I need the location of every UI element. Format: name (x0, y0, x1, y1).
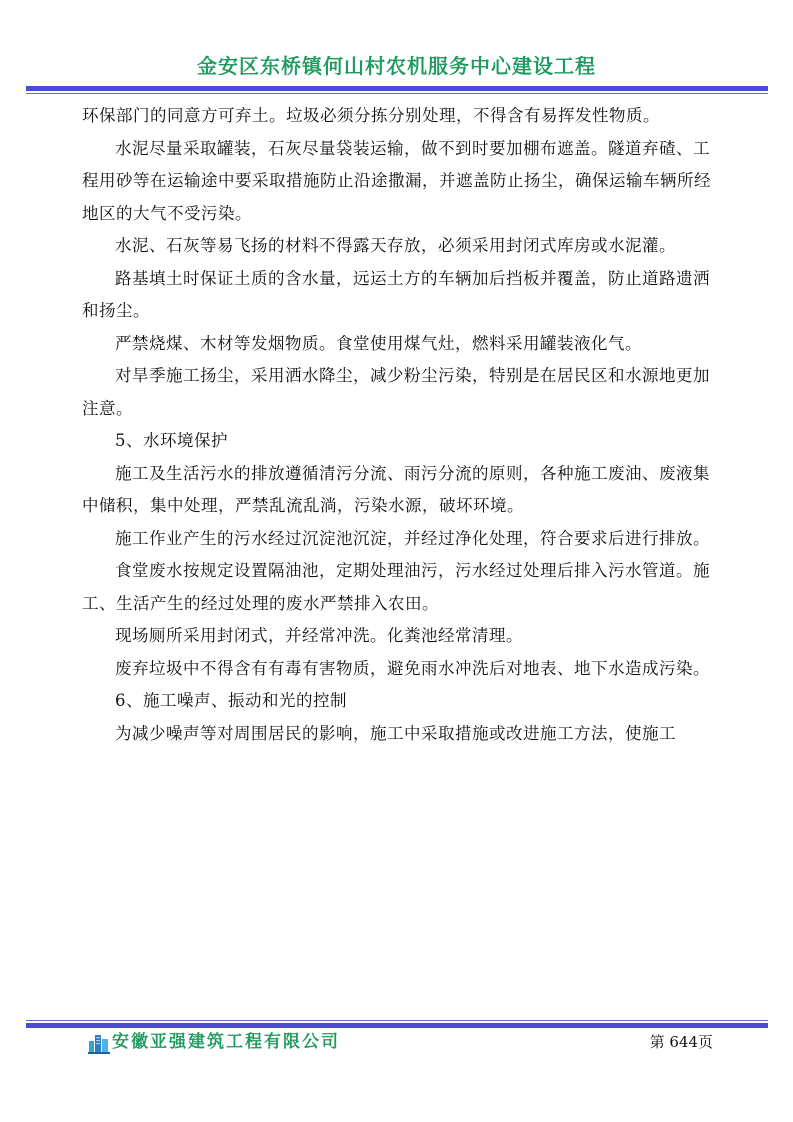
footer-rule-thin (26, 1020, 768, 1021)
paragraph: 为减少噪声等对周围居民的影响，施工中采取措施或改进施工方法，使施工 (115, 723, 676, 743)
paragraph: 现场厕所采用封闭式，并经常冲洗。化粪池经常清理。 (115, 626, 523, 645)
footer-company-name: 安徽亚强建筑工程有限公司 (112, 1032, 340, 1052)
paragraph: 食堂废水按规定设置隔油池，定期处理油污，污水经过处理后排入污水管道。施工、生活产生的经过处理的废水严禁排入农田。 (82, 561, 710, 613)
paragraph: 路基填土时保证土质的含水量，远运土方的车辆加后挡板并覆盖，防止道路遗洒和扬尘。 (82, 268, 710, 320)
paragraph: 水泥尽量采取罐装，石灰尽量袋装运输，做不到时要加棚布遮盖。隧道弃碴、工程用砂等在运输途中要采取措施防止沿途撒漏，并遮盖防止扬尘，确保运输车辆所经地区的大气不受污染。 (82, 138, 711, 223)
paragraph: 环保部门的同意方可弃土。垃圾必须分拣分别处理，不得含有易挥发性物质。 (82, 106, 660, 125)
building-logo-icon (88, 1032, 110, 1054)
section-heading: 5、水环境保护 (115, 431, 228, 450)
section-heading: 6、施工噪声、振动和光的控制 (115, 691, 347, 710)
paragraph: 对旱季施工扬尘，采用洒水降尘，减少粉尘污染，特别是在居民区和水源地更加注意。 (82, 366, 710, 418)
paragraph: 水泥、石灰等易飞扬的材料不得露天存放，必须采用封闭式库房或水泥灌。 (115, 236, 676, 255)
paragraph: 施工作业产生的污水经过沉淀池沉淀，并经过净化处理，符合要求后进行排放。 (115, 528, 710, 548)
header-rule-thick (26, 86, 768, 91)
paragraph: 废弃垃圾中不得含有有毒有害物质，避免雨水冲洗后对地表、地下水造成污染。 (115, 658, 710, 678)
page-header-title: 金安区东桥镇何山村农机服务中心建设工程 (197, 54, 596, 78)
footer-rule-thick (26, 1023, 768, 1028)
header-rule-thin (26, 93, 768, 94)
paragraph: 严禁烧煤、木材等发烟物质。食堂使用煤气灶，燃料采用罐装液化气。 (115, 333, 642, 353)
paragraph: 施工及生活污水的排放遵循清污分流、雨污分流的原则，各种施工废油、废液集中储积，集中处理，严禁乱流乱淌，污染水源，破坏环境。 (82, 463, 710, 515)
page-number: 第 644页 (649, 1033, 713, 1051)
document-body (82, 100, 718, 750)
